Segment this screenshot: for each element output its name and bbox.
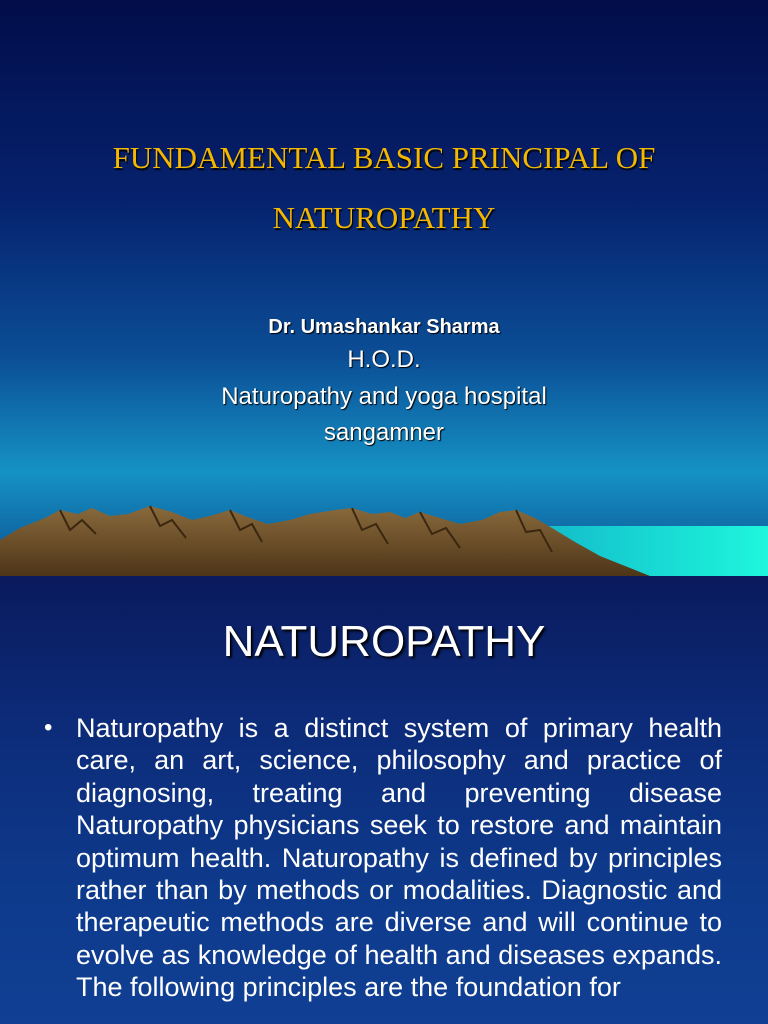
- author-role: H.O.D.: [347, 346, 421, 373]
- slide-title-line-1: FUNDAMENTAL BASIC PRINCIPAL OF: [112, 140, 656, 175]
- mountain-landscape-image: [0, 490, 768, 576]
- institution-location: sangamner: [323, 419, 445, 446]
- slide-heading: NATUROPATHY: [222, 617, 546, 666]
- content-slide: [0, 576, 768, 1024]
- mountain-shape: [0, 506, 650, 576]
- bullet-paragraph: Naturopathy is a distinct system of primary health care, an art, science, philosophy and practice of diagnosing, treating and preventing disease Naturopathy physicians seek to restore and maintain optimum health. Naturopathy is defined by principles rather than by methods or modalities. Diagnostic and therapeutic methods are diverse and will continue to evolve as knowledge of health and diseases expands. The following principles are the foundation for: [76, 713, 722, 1003]
- slide-title: [0, 128, 768, 248]
- author-name: Dr. Umashankar Sharma: [268, 316, 500, 338]
- bullet-marker: •: [44, 714, 53, 741]
- slide-title-line-2: NATUROPATHY: [272, 200, 496, 235]
- institution-name: Naturopathy and yoga hospital: [221, 383, 547, 410]
